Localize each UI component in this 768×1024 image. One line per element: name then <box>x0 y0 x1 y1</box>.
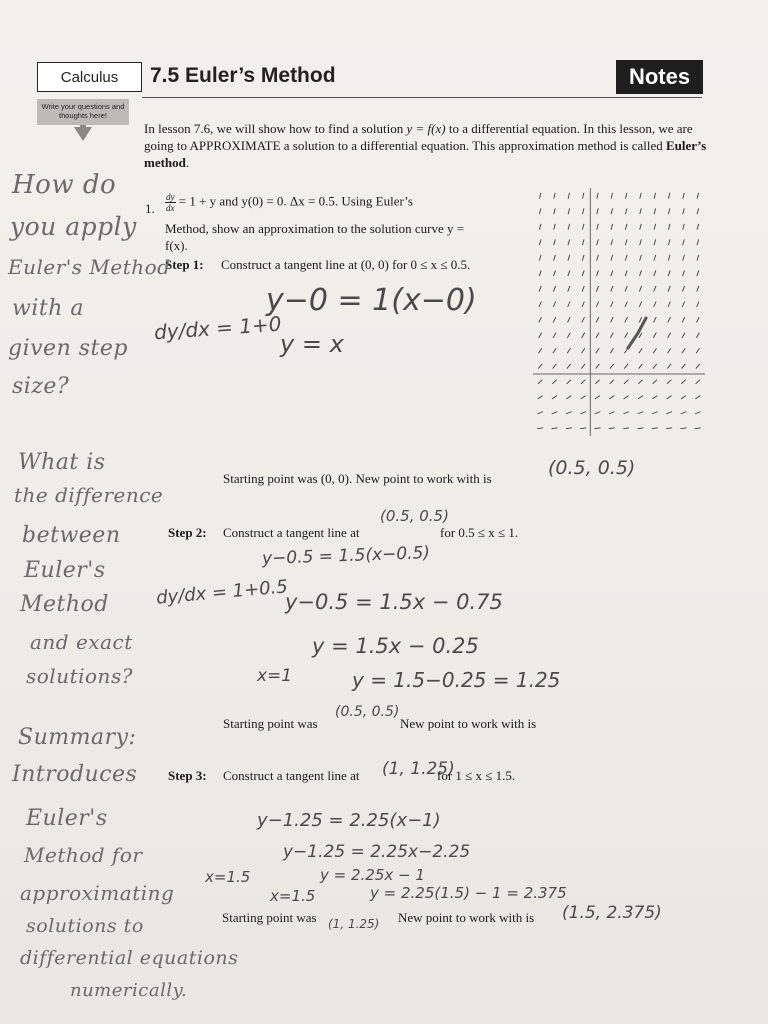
slope-segment <box>582 301 584 307</box>
margin-note-21: numerically. <box>70 980 188 1001</box>
slope-segment <box>667 396 672 399</box>
margin-note-8: the difference <box>14 483 164 507</box>
slope-segment <box>553 348 556 353</box>
slope-segment <box>568 317 571 322</box>
slope-segment <box>537 412 543 414</box>
problem-line-2: Method, show an approximation to the solution curve y = <box>165 221 465 236</box>
notes-badge: Notes <box>616 60 703 94</box>
slope-segment <box>624 380 628 384</box>
slope-segment <box>625 193 626 199</box>
problem-number: 1. <box>145 201 155 216</box>
slope-segment <box>666 428 672 429</box>
slope-segment <box>568 286 570 292</box>
slope-segment <box>683 208 684 214</box>
slope-segment <box>568 301 570 307</box>
slope-segment <box>595 396 600 399</box>
slope-segment <box>654 193 655 199</box>
slope-segment <box>597 239 599 245</box>
hw-step1-derivative: dy/dx = 1+0 <box>153 311 283 345</box>
slope-segment <box>653 348 656 353</box>
slope-segment <box>538 380 542 384</box>
slope-segment <box>552 380 556 384</box>
slope-segment <box>597 270 599 276</box>
slope-segment <box>568 239 570 245</box>
step3-suffix: for 1 ≤ x ≤ 1.5. <box>437 768 516 783</box>
slope-segment <box>667 380 671 384</box>
slope-segment <box>668 224 670 230</box>
slope-segment <box>611 193 612 199</box>
slope-segment <box>539 224 541 230</box>
slope-segment <box>539 255 541 261</box>
slope-segment <box>654 224 656 230</box>
slope-segment <box>639 348 642 353</box>
slope-segment <box>610 364 614 369</box>
hw-step3-start: (1, 1.25) <box>328 917 380 931</box>
slope-segment <box>566 396 571 399</box>
intro-text-3: . <box>185 155 190 170</box>
slope-segment <box>611 239 613 245</box>
slope-segment <box>538 364 542 369</box>
margin-note-17: Method for <box>24 843 143 867</box>
slope-segment <box>611 208 612 214</box>
slope-segment <box>554 239 556 245</box>
slope-segment <box>552 396 557 399</box>
intro-bold-term: Euler’s method <box>144 138 707 170</box>
slope-segment <box>611 317 614 322</box>
slope-segment <box>554 270 556 276</box>
margin-note-4: with a <box>12 296 84 321</box>
hw-step3-expanded: y−1.25 = 2.25x−2.25 <box>283 842 471 862</box>
slope-segment <box>681 412 687 414</box>
slope-segment <box>554 255 556 261</box>
hw-step2-x: x=1 <box>257 666 293 686</box>
slope-segment <box>625 317 628 322</box>
hw-step2-tangent-eq: y−0.5 = 1.5(x−0.5) <box>261 543 431 569</box>
hw-step3-x1: x=1.5 <box>205 868 251 886</box>
title-divider <box>142 97 702 98</box>
slope-segment <box>624 396 629 399</box>
hw-step3-new-point: (1.5, 2.375) <box>562 903 662 923</box>
slope-segment <box>668 208 669 214</box>
slope-segment <box>697 286 699 292</box>
subject-label: Calculus <box>37 62 142 92</box>
slope-segment <box>580 412 586 414</box>
slope-segment <box>668 286 670 292</box>
step2-result-prefix: Starting point was <box>223 716 318 731</box>
slope-segment <box>697 239 699 245</box>
slope-segment <box>682 348 685 353</box>
problem-line-1: = 1 + y and y(0) = 0. Δx = 0.5. Using Euler’s <box>178 193 413 209</box>
margin-note-7: What is <box>18 450 106 475</box>
slope-segment <box>681 428 687 429</box>
slope-segment <box>683 224 685 230</box>
slope-segment <box>667 364 671 369</box>
slope-segment <box>654 208 655 214</box>
slope-segment <box>640 224 642 230</box>
slope-segment <box>696 380 700 384</box>
slope-segment <box>582 208 583 214</box>
slope-segment <box>681 380 685 384</box>
problem-line-3: f(x). <box>165 238 188 253</box>
slope-segment <box>625 255 627 261</box>
slope-segment <box>640 255 642 261</box>
margin-note-2: you apply <box>10 212 137 241</box>
slope-segment <box>553 333 556 338</box>
slope-segment <box>597 224 599 230</box>
slope-segment <box>554 224 556 230</box>
slope-segment <box>553 301 555 307</box>
slope-segment <box>582 286 584 292</box>
hw-step3-tangent-eq: y−1.25 = 2.25(x−1) <box>257 810 441 831</box>
slope-segment <box>625 286 627 292</box>
slope-segment <box>623 412 629 414</box>
slope-segment <box>623 428 629 429</box>
step1-result-text: Starting point was (0, 0). New point to work with is <box>223 471 492 486</box>
step3-result-suffix: New point to work with is <box>398 910 535 925</box>
slope-segment <box>567 380 571 384</box>
page-title: 7.5 Euler’s Method <box>150 64 336 87</box>
slope-segment <box>654 301 656 307</box>
intro-text-2: to a differential equation. In this lesson, we are going to APPROXIMATE a solution to a differential equation. This approximation method is called <box>144 121 693 153</box>
slope-segment <box>596 317 599 322</box>
slope-segment <box>609 396 614 399</box>
slope-segment <box>539 286 541 292</box>
slope-segment <box>683 255 685 261</box>
slope-segment <box>582 193 583 199</box>
slope-segment <box>539 193 540 199</box>
euler-path-sketch <box>628 318 646 348</box>
slope-segment <box>553 364 557 369</box>
slope-segment <box>596 286 598 292</box>
slope-segment <box>682 364 686 369</box>
slope-segment <box>653 364 657 369</box>
slope-segment <box>695 396 700 399</box>
slope-segment <box>639 286 641 292</box>
slope-segment <box>652 428 658 429</box>
slope-segment <box>553 317 556 322</box>
slope-segment <box>639 317 642 322</box>
slope-segment <box>611 301 613 307</box>
slope-segment <box>697 208 698 214</box>
slope-segment <box>625 301 627 307</box>
slope-segment <box>566 412 572 414</box>
slope-segment <box>539 270 541 276</box>
slope-segment <box>597 193 598 199</box>
slope-segment <box>611 224 613 230</box>
slope-segment <box>639 364 643 369</box>
slope-segment <box>624 364 628 369</box>
slope-segment <box>638 396 643 399</box>
slope-segment <box>581 348 584 353</box>
slope-segment <box>654 270 656 276</box>
slope-segment <box>554 193 555 199</box>
slope-segment <box>611 270 613 276</box>
slope-segment <box>683 193 684 199</box>
slope-segment <box>695 412 701 414</box>
slope-segment <box>610 333 613 338</box>
slope-segment <box>582 255 584 261</box>
hw-step2-expanded: y−0.5 = 1.5x − 0.75 <box>285 590 503 614</box>
slope-segment <box>697 301 699 307</box>
hw-step3-line: y = 2.25x − 1 <box>320 866 425 884</box>
slope-segment <box>696 364 700 369</box>
slope-segment <box>539 208 540 214</box>
slope-segment <box>567 333 570 338</box>
slope-segment <box>666 412 672 414</box>
slope-segment <box>595 428 601 429</box>
hw-step3-x2: x=1.5 <box>270 887 316 905</box>
slope-segment <box>596 301 598 307</box>
slope-segment <box>568 208 569 214</box>
step2 <box>168 525 359 541</box>
slope-segment <box>638 412 644 414</box>
step3-label: Step 3: <box>168 768 207 783</box>
step2-result-suffix: New point to work with is <box>400 716 537 731</box>
hw-step2-point: (0.5, 0.5) <box>380 507 449 525</box>
slope-segment <box>654 317 657 322</box>
slope-segment <box>582 333 585 338</box>
hw-step1-tangent-eq: y−0 = 1(x−0) <box>266 283 477 318</box>
slope-segment <box>609 428 615 429</box>
step3 <box>168 768 359 784</box>
slope-segment <box>654 255 656 261</box>
slope-segment <box>640 270 642 276</box>
slope-segment <box>582 317 585 322</box>
slope-segment <box>568 270 570 276</box>
slope-segment <box>595 380 599 384</box>
slope-segment <box>539 333 542 338</box>
slope-segment <box>539 317 542 322</box>
slope-segment <box>580 428 586 429</box>
slope-segment <box>682 286 684 292</box>
slope-segment <box>682 301 684 307</box>
slope-segment <box>668 301 670 307</box>
slope-segment <box>668 193 669 199</box>
step2-suffix: for 0.5 ≤ x ≤ 1. <box>440 525 519 540</box>
slope-segment <box>697 224 699 230</box>
frac-denominator: dx <box>166 203 175 213</box>
margin-note-5: given step <box>8 336 128 361</box>
step1 <box>165 257 470 273</box>
slope-segment <box>654 239 656 245</box>
slope-segment <box>538 348 541 353</box>
margin-note-6: size? <box>12 374 70 399</box>
slope-segment <box>625 239 627 245</box>
slope-segment <box>610 348 613 353</box>
slope-segment <box>581 364 585 369</box>
slope-segment <box>582 224 584 230</box>
slope-segment <box>609 412 615 414</box>
slope-segment <box>668 239 670 245</box>
slope-field-grid <box>533 188 705 436</box>
slope-segment <box>640 193 641 199</box>
slope-segment <box>668 255 670 261</box>
slope-segment <box>553 286 555 292</box>
slope-segment <box>667 348 670 353</box>
slope-segment <box>625 208 626 214</box>
hw-step3-y: y = 2.25(1.5) − 1 = 2.375 <box>370 884 567 902</box>
slope-segment <box>681 396 686 399</box>
slope-segment <box>596 333 599 338</box>
slope-segment <box>696 348 699 353</box>
slope-segment <box>611 255 613 261</box>
slope-segment <box>625 270 627 276</box>
margin-note-13: solutions? <box>26 664 133 688</box>
slope-segment <box>581 396 586 399</box>
step3-prefix: Construct a tangent line at <box>223 768 360 783</box>
margin-note-3: Euler's Method <box>8 255 171 279</box>
slope-segment <box>582 270 584 276</box>
slope-segment <box>695 428 701 429</box>
down-arrow-icon <box>74 127 92 141</box>
slope-segment <box>552 412 558 414</box>
slope-segment <box>568 255 570 261</box>
step3-result-prefix: Starting point was <box>222 910 317 925</box>
slope-segment <box>568 193 569 199</box>
margin-note-11: Method <box>20 592 109 617</box>
slope-segment <box>567 348 570 353</box>
margin-note-9: between <box>22 523 121 548</box>
margin-note-1: How do <box>12 170 117 200</box>
slope-segment <box>638 380 642 384</box>
slope-segment <box>566 428 572 429</box>
slope-segment <box>652 412 658 414</box>
slope-segment <box>668 317 671 322</box>
slope-segment <box>552 428 558 429</box>
slope-segment <box>596 348 599 353</box>
slope-segment <box>538 396 543 399</box>
intro-text-1: In lesson 7.6, we will show how to find a solution <box>144 121 407 136</box>
slope-segment <box>539 239 541 245</box>
slope-field-graph <box>533 188 705 436</box>
slope-segment <box>668 333 671 338</box>
slope-segment <box>611 286 613 292</box>
margin-note-16: Euler's <box>26 806 108 831</box>
hw-step2-derivative: dy/dx = 1+0.5 <box>155 576 289 609</box>
slope-segment <box>539 301 541 307</box>
slope-segment <box>610 380 614 384</box>
slope-segment <box>697 193 698 199</box>
hw-step2-line: y = 1.5x − 0.25 <box>312 634 479 658</box>
slope-segment <box>597 208 598 214</box>
slope-segment <box>683 270 685 276</box>
hw-step2-start: (0.5, 0.5) <box>335 704 400 720</box>
slope-segment <box>639 301 641 307</box>
margin-note-12: and exact <box>30 630 133 654</box>
slope-segment <box>682 317 685 322</box>
margin-note-18: approximating <box>20 881 175 905</box>
margin-note-20: differential equations <box>20 947 239 969</box>
slope-segment <box>668 270 670 276</box>
margin-note-14: Summary: <box>18 725 137 750</box>
hw-step2-y: y = 1.5−0.25 = 1.25 <box>352 668 561 692</box>
problem-derivative <box>165 192 413 213</box>
slope-segment <box>653 380 657 384</box>
slope-segment <box>697 255 699 261</box>
step1-label: Step 1: <box>165 257 204 272</box>
slope-segment <box>595 412 601 414</box>
slope-segment <box>697 270 699 276</box>
dy-dx-fraction <box>165 192 176 213</box>
slope-segment <box>653 333 656 338</box>
hw-step1-new-point: (0.5, 0.5) <box>548 457 636 479</box>
margin-note-15: Introduces <box>12 762 138 787</box>
slope-segment <box>696 333 699 338</box>
slope-segment <box>654 286 656 292</box>
slope-segment <box>682 333 685 338</box>
margin-note-10: Euler's <box>24 558 106 583</box>
intro-math: y = f(x) <box>406 121 446 136</box>
slope-segment <box>597 255 599 261</box>
slope-segment <box>640 239 642 245</box>
slope-segment <box>567 364 571 369</box>
hw-step3-point: (1, 1.25) <box>382 759 455 779</box>
questions-prompt-box: Write your questions and thoughts here! <box>37 99 129 125</box>
margin-note-19: solutions to <box>26 915 144 937</box>
slope-segment <box>568 224 570 230</box>
frac-numerator: dy <box>166 192 175 202</box>
hw-step1-simplified: y = x <box>280 330 344 358</box>
slope-segment <box>582 239 584 245</box>
slope-segment <box>638 428 644 429</box>
step2-prefix: Construct a tangent line at <box>223 525 360 540</box>
slope-segment <box>697 317 700 322</box>
slope-segment <box>683 239 685 245</box>
slope-segment <box>537 428 543 429</box>
slope-segments <box>537 193 701 429</box>
slope-segment <box>625 333 628 338</box>
slope-segment <box>581 380 585 384</box>
step1-text: Construct a tangent line at (0, 0) for 0 ≤ x ≤ 0.5. <box>221 257 471 272</box>
slope-segment <box>625 224 627 230</box>
slope-segment <box>554 208 555 214</box>
slope-segment <box>652 396 657 399</box>
slope-segment <box>640 208 641 214</box>
slope-segment <box>596 364 600 369</box>
step2-label: Step 2: <box>168 525 207 540</box>
intro-paragraph <box>144 120 710 171</box>
